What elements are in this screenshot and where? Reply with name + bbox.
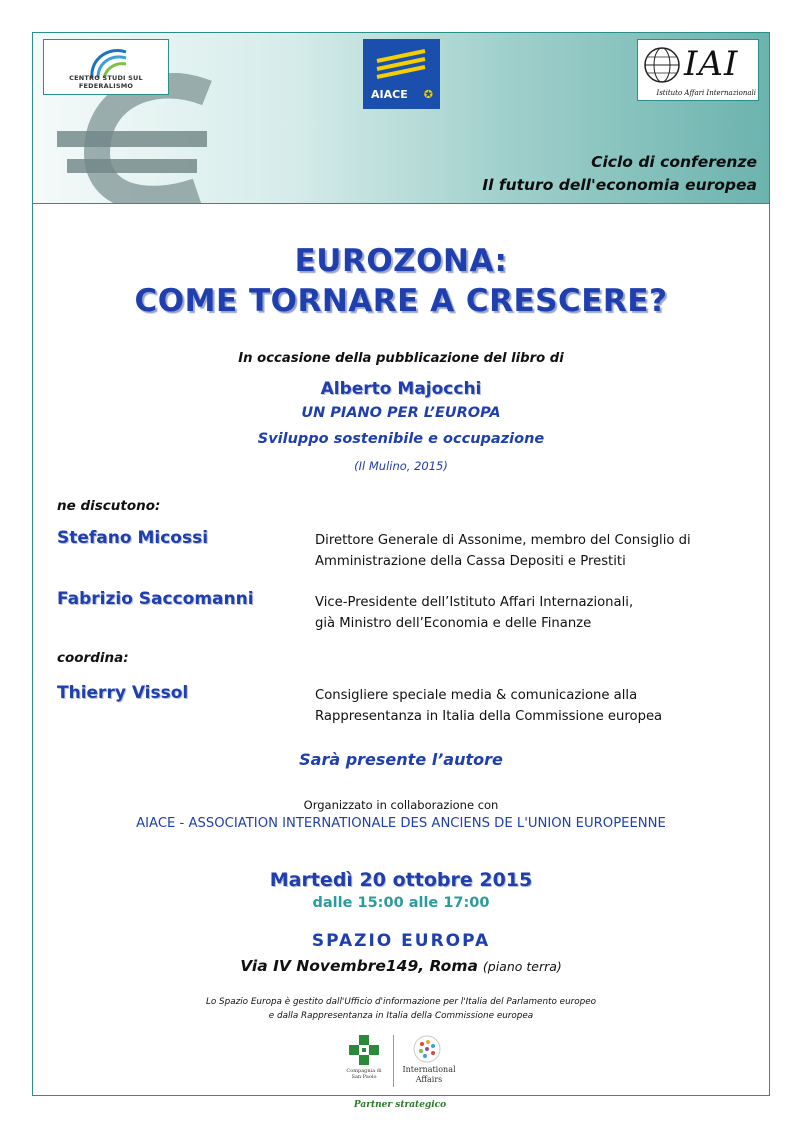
- series-line-1: Ciclo di conferenze: [591, 153, 757, 171]
- partner-label: Partner strategico: [353, 1100, 447, 1110]
- sponsor-left-label: Compagnia di San Paolo: [346, 1068, 382, 1080]
- speaker-description: [315, 530, 691, 572]
- author-present: Sarà presente l’autore: [299, 750, 503, 769]
- organized-intro: Organizzato in collaborazione con: [303, 798, 499, 812]
- event-address-line: [33, 957, 769, 975]
- book-publisher: (Il Mulino, 2015): [354, 459, 448, 473]
- speaker-description: [315, 592, 633, 634]
- book-title: UN PIANO PER L’EUROPA: [301, 405, 501, 421]
- logo-right-abbrev: IAI: [684, 44, 739, 84]
- logo-center-label: AIACE: [371, 88, 408, 101]
- compagnia-san-paolo-logo: [343, 1035, 385, 1091]
- footer-note-1: Lo Spazio Europa è gestito dall'Ufficio d'informazione per l'Italia del Parlamento europeo: [205, 997, 597, 1007]
- sponsor-right-label-1: International: [402, 1065, 456, 1074]
- book-subtitle: Sviluppo sostenibile e occupazione: [257, 431, 545, 447]
- organized-partner: AIACE - ASSOCIATION INTERNATIONALE DES ANCIENS DE L'UNION EUROPEENNE: [136, 816, 666, 831]
- moderator-label: coordina:: [57, 650, 129, 666]
- speaker-desc-line: Amministrazione della Cassa Depositi e Prestiti: [315, 554, 626, 569]
- logo-left-label: CENTRO STUDI SUL FEDERALISMO: [69, 74, 143, 90]
- speaker-desc-line: già Ministro dell’Economia e delle Finanze: [315, 616, 592, 631]
- aiace-logo: [363, 39, 440, 109]
- sponsor-right-label-2: Affairs: [415, 1075, 443, 1084]
- aiace-stripes-icon: [375, 47, 427, 81]
- conference-series: [482, 151, 757, 197]
- dotted-globe-icon: [413, 1035, 441, 1063]
- footer-note-2: e dalla Rappresentanza in Italia della Commissione europea: [268, 1011, 534, 1021]
- speaker-name: Fabrizio Saccomanni: [57, 589, 254, 609]
- event-address: Via IV Novembre149, Roma: [240, 957, 478, 975]
- discussants-label: ne discutono:: [57, 498, 161, 514]
- main-title-line-1: EUROZONA:: [294, 243, 508, 279]
- event-date: Martedì 20 ottobre 2015: [269, 869, 533, 891]
- moderator-desc-line: Consigliere speciale media & comunicazione alla: [315, 688, 638, 703]
- book-author: Alberto Majocchi: [320, 379, 482, 399]
- speaker-desc-line: Direttore Generale di Assonime, membro del Consiglio di: [315, 533, 691, 548]
- event-floor: (piano terra): [482, 959, 562, 974]
- header-banner: [33, 33, 769, 204]
- main-title-line-2: COME TORNARE A CRESCERE?: [134, 283, 668, 319]
- moderator-description: [315, 685, 662, 727]
- eu-stars-icon: ✪: [423, 88, 433, 101]
- globe-icon: [643, 46, 681, 84]
- moderator-desc-line: Rappresentanza in Italia della Commissione europea: [315, 709, 663, 724]
- checker-cross-icon: [349, 1035, 379, 1065]
- sponsor-divider: [393, 1035, 394, 1087]
- centro-studi-federalismo-logo: [43, 39, 169, 95]
- logo-right-label: Istituto Affari Internazionali: [656, 89, 756, 97]
- speaker-name: Stefano Micossi: [57, 528, 209, 548]
- moderator-name: Thierry Vissol: [57, 683, 189, 703]
- poster-frame: [32, 32, 770, 1096]
- iai-logo: [637, 39, 759, 101]
- event-venue: SPAZIO EUROPA: [311, 931, 491, 951]
- international-affairs-logo: [399, 1033, 459, 1091]
- book-intro: In occasione della pubblicazione del libro di: [238, 351, 564, 366]
- speaker-desc-line: Vice-Presidente dell’Istituto Affari Internazionali,: [315, 595, 634, 610]
- event-time: dalle 15:00 alle 17:00: [312, 895, 490, 911]
- series-line-2: Il futuro dell'economia europea: [482, 176, 757, 194]
